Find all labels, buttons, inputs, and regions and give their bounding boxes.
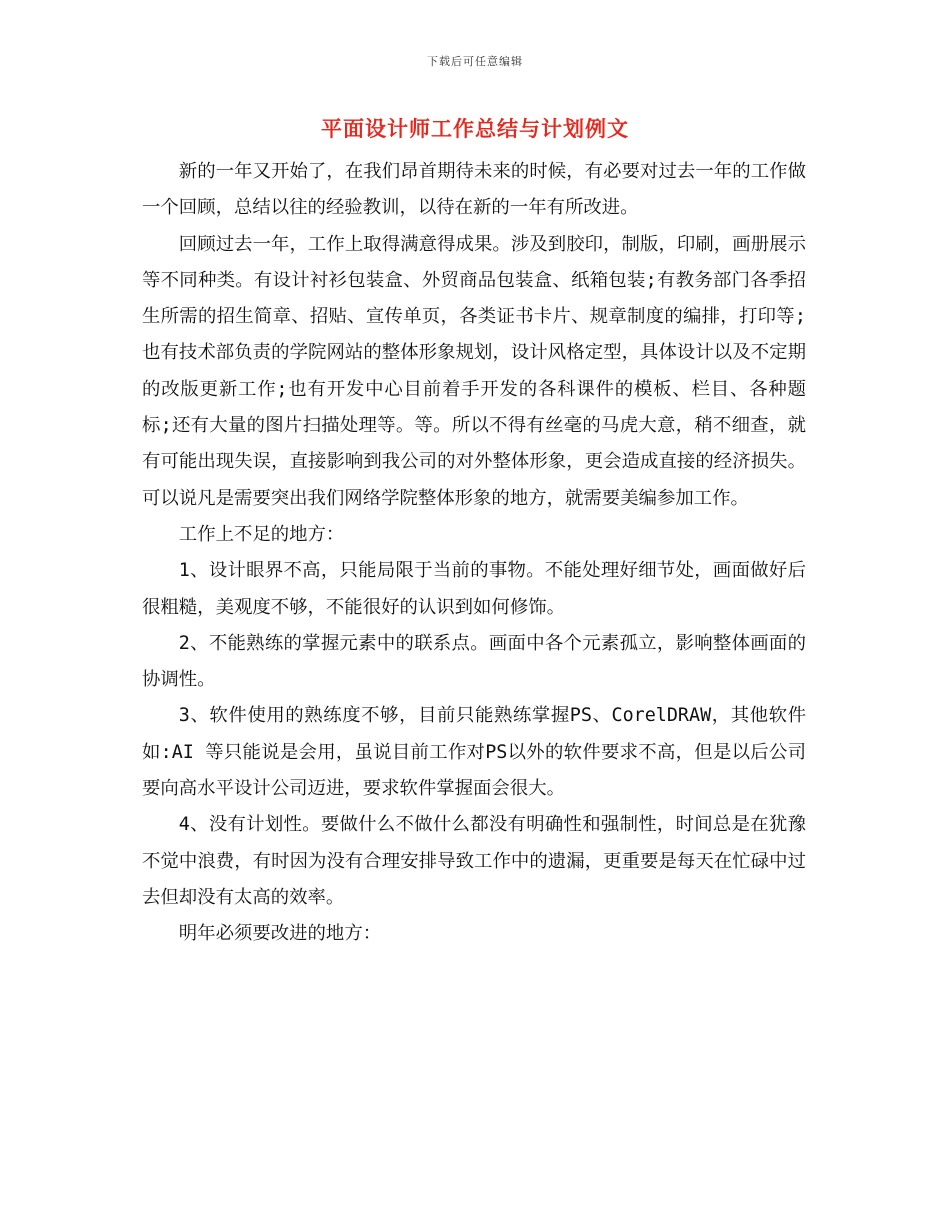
paragraph-review: 回顾过去一年，工作上取得满意得成果。涉及到胶印，制版，印刷，画册展示等不同种类。有设计衬衫包装盒、外贸商品包装盒、纸箱包装;有教务部门各季招生所需的招生简章、招贴、宣传单页，各类证书卡片、规章制度的编排，打印等;也有技术部负责的学院网站的整体形象规划，设计风格定型，具体设计以及不定期的改版更新工作;也有开发中心目前着手开发的各科课件的模板、栏目、各种题标;还有大量的图片扫描处理等。等。所以不得有丝毫的马虎大意，稍不细查，就有可能出现失误，直接影响到我公司的对外整体形象，更会造成直接的经济损失。可以说凡是需要突出我们网络学院整体形象的地方，就需要美编参加工作。 [142, 233, 806, 509]
paragraph-improvements-heading: 明年必须要改进的地方： [178, 923, 382, 945]
document-title: 平面设计师工作总结与计划例文 [321, 117, 629, 141]
paragraph-shortcoming-3: 3、软件使用的熟练度不够，目前只能熟练掌握PS、CorelDRAW，其他软件如:AI 等只能说是会用，虽说目前工作对PS以外的软件要求不高，但是以后公司要向高水平设计公司迈进，要求软件掌握面会很大。 [142, 705, 806, 800]
header-note: 下载后可任意编辑 [427, 55, 523, 68]
paragraph-shortcomings-heading: 工作上不足的地方： [178, 523, 345, 545]
paragraph-shortcoming-4: 4、没有计划性。要做什么不做什么都没有明确性和强制性，时间总是在犹豫不觉中浪费，有时因为没有合理安排导致工作中的遗漏，更重要是每天在忙碌中过去但却没有太高的效率。 [142, 814, 806, 908]
paragraph-intro: 新的一年又开始了，在我们昂首期待未来的时候，有必要对过去一年的工作做一个回顾，总结以往的经验教训，以待在新的一年有所改进。 [142, 161, 806, 219]
paragraph-shortcoming-2: 2、不能熟练的掌握元素中的联系点。画面中各个元素孤立，影响整体画面的协调性。 [142, 632, 806, 691]
paragraph-shortcoming-1: 1、设计眼界不高，只能局限于当前的事物。不能处理好细节处，画面做好后很粗糙，美观度不够，不能很好的认识到如何修饰。 [142, 560, 806, 618]
document-body [142, 154, 806, 953]
